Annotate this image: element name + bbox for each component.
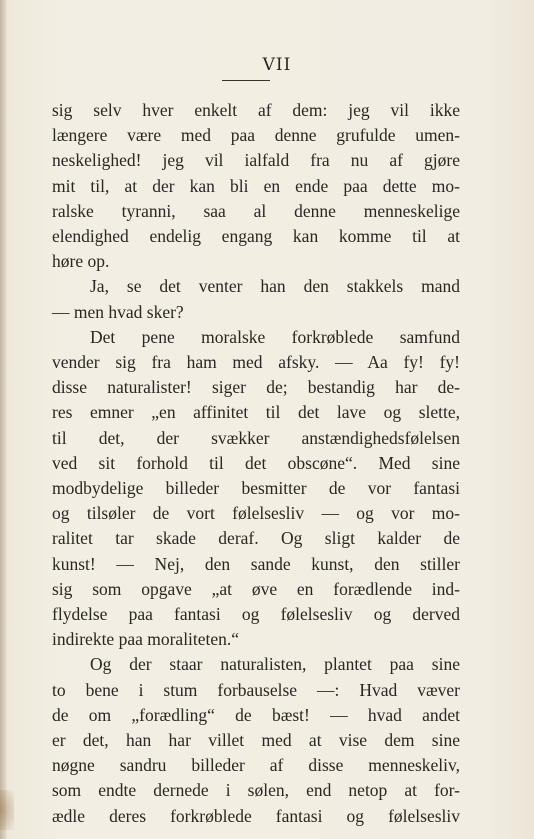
text-line: Ja, se det venter han den stakkels mand — [90, 276, 460, 297]
text-line: nøgne sandru billeder af disse menneskeliv, — [52, 755, 460, 776]
text-line: flydelse paa fantasi og følelsesliv og derved — [52, 604, 460, 625]
text-line: indirekte paa moraliteten.“ — [52, 629, 240, 650]
text-line: til det, der svækker anstændighedsfølelsen — [52, 427, 460, 448]
text-line: ædle deres forkrøblede fantasi og følelsesliv — [52, 805, 460, 826]
text-line: elendighed endelig engang kan komme til at — [52, 226, 460, 247]
running-header — [0, 55, 534, 75]
text-line: ved sit forhold til det obscøne“. Med sine — [52, 452, 460, 473]
text-line: kunst! — Nej, den sande kunst, den stiller — [52, 553, 460, 574]
text-line: disse naturalister! siger de; bestandig har de- — [52, 377, 460, 398]
text-line: neskelighed! jeg vil ialfald fra nu af gjøre — [52, 150, 460, 171]
text-line: ralitet tar skade deraf. Og sligt kalder de — [52, 528, 460, 549]
text-line: høre op. — [52, 251, 110, 272]
text-line: vender sig fra ham med afsky. — Aa fy! fy! — [52, 352, 460, 373]
text-line: de om „forædling“ de bæst! — hvad andet — [52, 704, 460, 725]
text-line: res emner „en affinitet til det lave og slette, — [52, 402, 460, 423]
text-line: modbydelige billeder besmitter de vor fantasi — [52, 478, 460, 499]
text-line: Det pene moralske forkrøblede samfund — [90, 326, 460, 347]
page-stain — [0, 790, 14, 830]
text-line: sig selv hver enkelt af dem: jeg vil ikke — [52, 100, 460, 120]
text-line: — men hvad sker? — [52, 301, 184, 322]
page-number: VII — [262, 55, 292, 75]
text-line: som endte dernede i sølen, end netop at for- — [52, 780, 460, 801]
page-binding-edge — [0, 0, 6, 839]
body-text — [52, 98, 460, 829]
text-line: og tilsøler de vort følelsesliv — og vor mo- — [52, 503, 460, 524]
text-line: sig som opgave „at øve en forædlende ind- — [52, 578, 460, 599]
text-line: længere være med paa denne grufulde umen- — [52, 125, 460, 146]
text-line: to bene i stum forbauselse —: Hvad væver — [52, 679, 460, 700]
header-rule — [222, 80, 270, 81]
text-line: er det, han har villet med at vise dem sine — [52, 730, 460, 751]
text-line: Og der staar naturalisten, plantet paa sine — [90, 654, 460, 675]
text-line: ralske tyranni, saa al denne menneskelige — [52, 200, 460, 221]
text-line: mit til, at der kan bli en ende paa dette mo- — [52, 175, 460, 196]
